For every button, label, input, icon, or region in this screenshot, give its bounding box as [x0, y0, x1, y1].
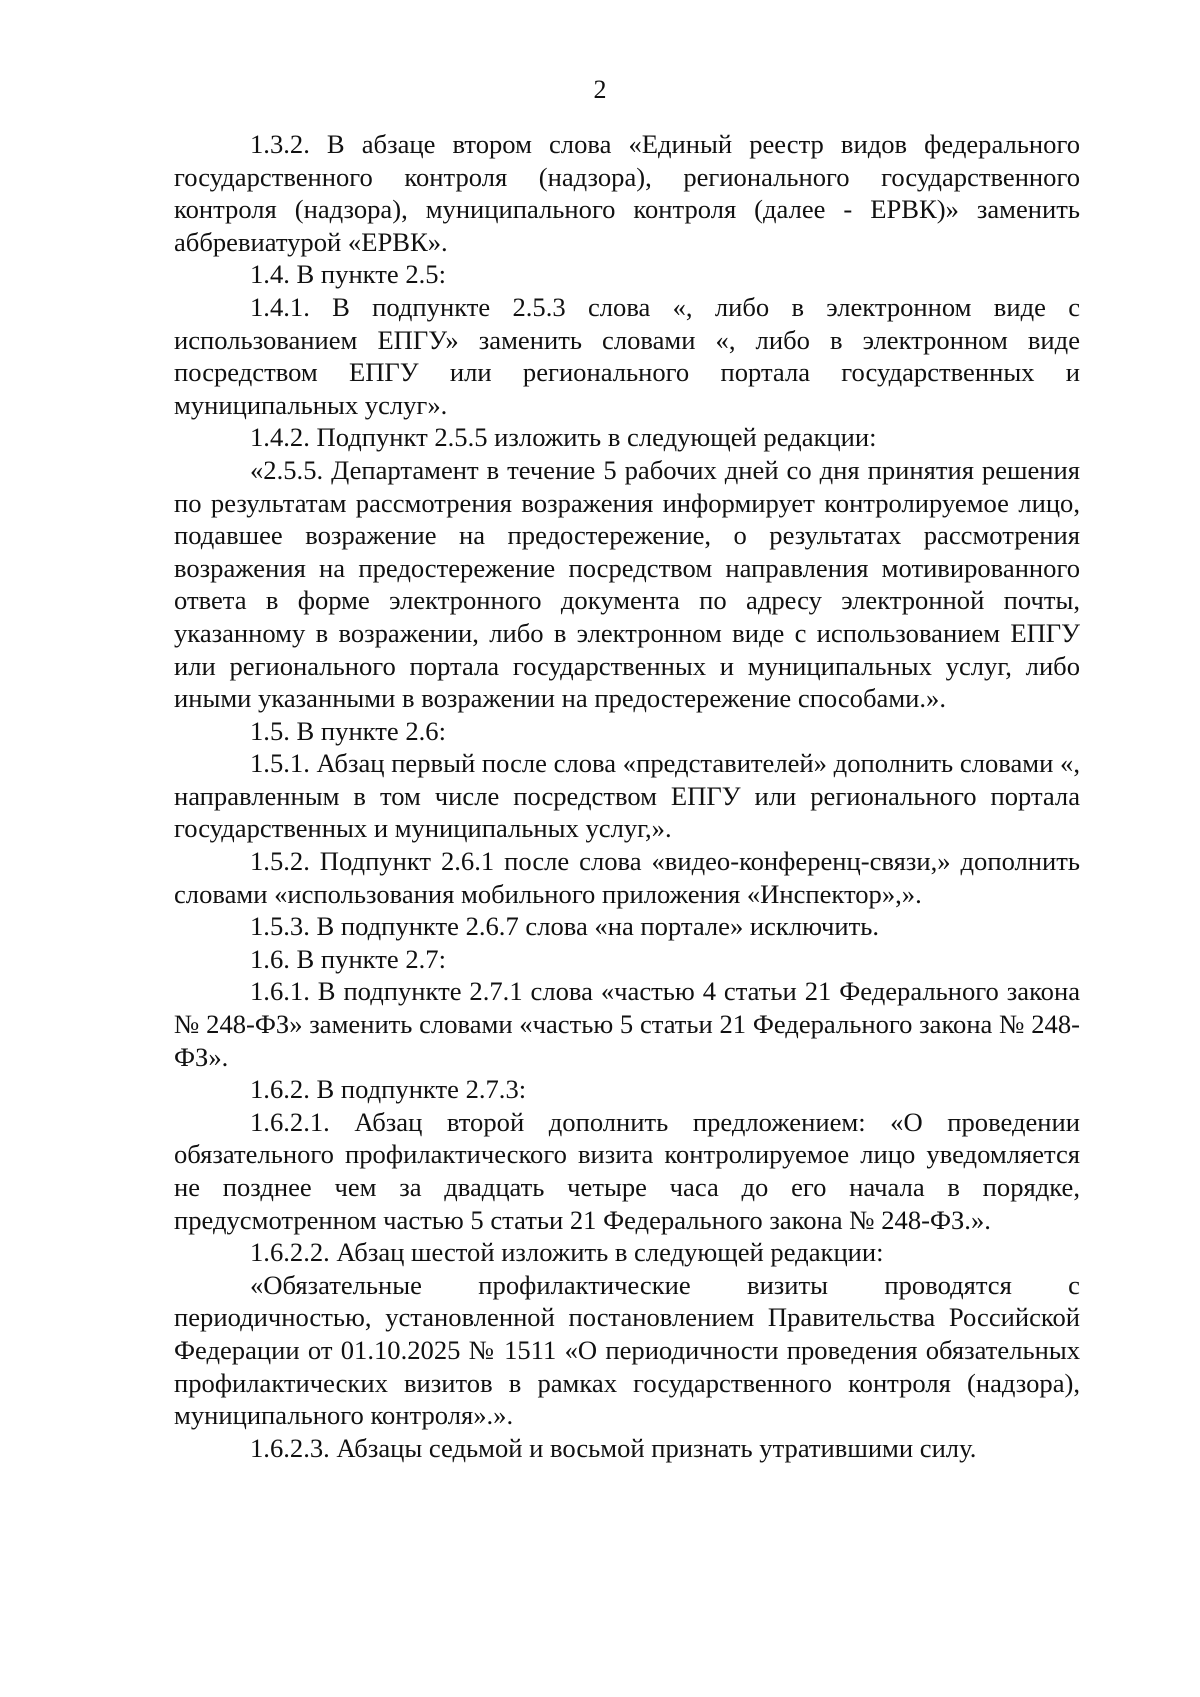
- paragraph-1-6-2-1: 1.6.2.1. Абзац второй дополнить предложением: «О проведении обязательного профилактического визита контролируемое лицо уведомляется не позднее чем за двадцать четыре часа до его начала в порядке, предусмотренном частью 5 статьи 21 Федерального закона № 248-ФЗ.».: [174, 1106, 1080, 1235]
- document-body: [174, 128, 1080, 1464]
- paragraph-1-5-3: 1.5.3. В подпункте 2.6.7 слова «на портале» исключить.: [250, 911, 879, 942]
- paragraph-1-6-2-3: 1.6.2.3. Абзацы седьмой и восьмой признать утратившими силу.: [250, 1432, 977, 1463]
- paragraph-1-6-2: 1.6.2. В подпункте 2.7.3:: [250, 1074, 527, 1105]
- paragraph-1-5-2: 1.5.2. Подпункт 2.6.1 после слова «видео-конференц-связи,» дополнить словами «использования мобильного приложения «Инспектор»,».: [174, 846, 1080, 909]
- paragraph-1-4-1: 1.4.1. В подпункте 2.5.3 слова «, либо в электронном виде с использованием ЕПГУ» заменить словами «, либо в электронном виде посредством ЕПГУ или регионального портала государственных и муниципальных услуг».: [174, 291, 1080, 420]
- paragraph-1-6: 1.6. В пункте 2.7:: [250, 943, 446, 974]
- paragraph-visits-quote: «Обязательные профилактические визиты проводятся с периодичностью, установленной постановлением Правительства Российской Федерации от 01.10.2025 № 1511 «О периодичности проведения обязательных профилактических визитов в рамках государственного контроля (надзора), муниципального контроля».».: [174, 1269, 1080, 1431]
- paragraph-1-3-2: 1.3.2. В абзаце втором слова «Единый реестр видов федерального государственного контроля (надзора), регионального государственного контроля (надзора), муниципального контроля (далее - ЕРВК)» заменить аббревиатурой «ЕРВК».: [174, 129, 1080, 257]
- paragraph-2-5-5-quote: «2.5.5. Департамент в течение 5 рабочих дней со дня принятия решения по результатам рассмотрения возражения информирует контролируемое лицо, подавшее возражение на предостережение, о результатах рассмотрения возражения на предостережение посредством направления мотивированного ответа в форме электронного документа по адресу электронной почты, указанному в возражении, либо в электронном виде с использованием ЕПГУ или регионального портала государственных и муниципальных услуг, либо иными указанными в возражении на предостережение способами.».: [174, 454, 1080, 714]
- page-number: 2: [593, 75, 607, 104]
- paragraph-1-5-1: 1.5.1. Абзац первый после слова «представителей» дополнить словами «, направленным в том числе посредством ЕПГУ или регионального портала государственных и муниципальных услуг,».: [174, 748, 1080, 844]
- paragraph-1-4-2: 1.4.2. Подпункт 2.5.5 изложить в следующей редакции:: [250, 422, 877, 453]
- paragraph-1-6-2-2: 1.6.2.2. Абзац шестой изложить в следующей редакции:: [250, 1237, 884, 1268]
- paragraph-1-4: 1.4. В пункте 2.5:: [250, 259, 446, 290]
- paragraph-1-5: 1.5. В пункте 2.6:: [250, 715, 446, 746]
- paragraph-1-6-1: 1.6.1. В подпункте 2.7.1 слова «частью 4 статьи 21 Федерального закона № 248-ФЗ» заменить словами «частью 5 статьи 21 Федерального закона № 248-ФЗ».: [174, 976, 1080, 1072]
